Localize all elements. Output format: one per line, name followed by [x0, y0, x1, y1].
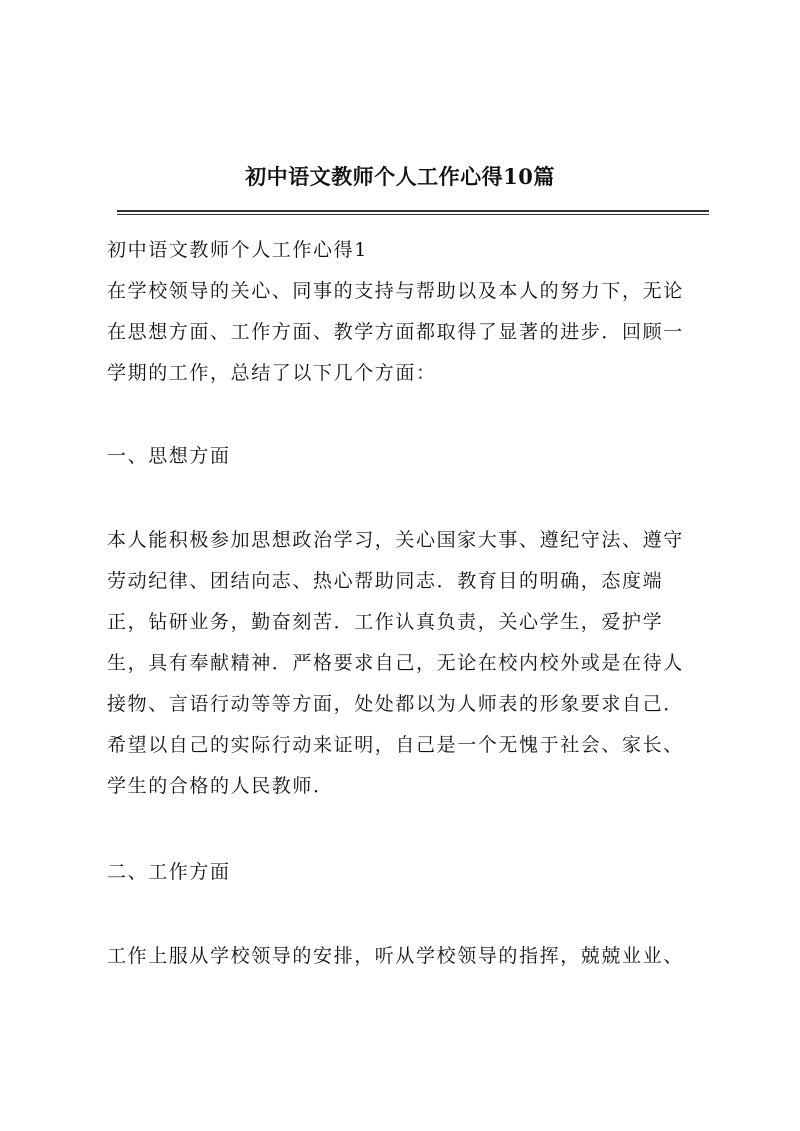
paragraph-work — [107, 936, 707, 977]
title-divider — [117, 210, 709, 215]
paragraph-line: 本人能积极参加思想政治学习，关心国家大事、遵纪守法、遵守 — [107, 529, 684, 551]
heading-work — [107, 852, 707, 893]
paragraph-line: 工作上服从学校领导的安排，听从学校领导的指挥，兢兢业业、 — [107, 945, 684, 967]
paragraph-line: 生，具有奉献精神．严格要求自己，无论在校内校外或是在待人 — [107, 652, 684, 674]
paragraph-thought — [107, 520, 707, 807]
intro-line: 学期的工作，总结了以下几个方面： — [107, 362, 437, 384]
paragraph-line: 接物、言语行动等等方面，处处都以为人师表的形象要求自己． — [107, 693, 684, 715]
intro-line: 在学校领导的关心、同事的支持与帮助以及本人的努力下，无论 — [107, 280, 684, 302]
paragraph-line: 劳动纪律、团结向志、热心帮助同志．教育目的明确，态度端 — [107, 570, 664, 592]
heading-work-text: 二、工作方面 — [107, 861, 231, 883]
heading-thought-text: 一、思想方面 — [107, 445, 231, 467]
paragraph-line: 学生的合格的人民教师． — [107, 775, 334, 797]
heading-thought — [107, 436, 707, 477]
paragraph-line: 希望以自己的实际行动来证明，自己是一个无愧于社会、家长、 — [107, 734, 684, 756]
section-title — [107, 230, 707, 271]
document-title: 初中语文教师个人工作心得10篇 — [245, 164, 555, 189]
section-title-text: 初中语文教师个人工作心得1 — [107, 239, 368, 261]
intro-line: 在思想方面、工作方面、教学方面都取得了显著的进步．回顾一 — [107, 321, 684, 343]
intro-paragraph — [107, 271, 707, 394]
paragraph-line: 正，钻研业务，勤奋刻苦．工作认真负责，关心学生，爱护学 — [107, 611, 664, 633]
